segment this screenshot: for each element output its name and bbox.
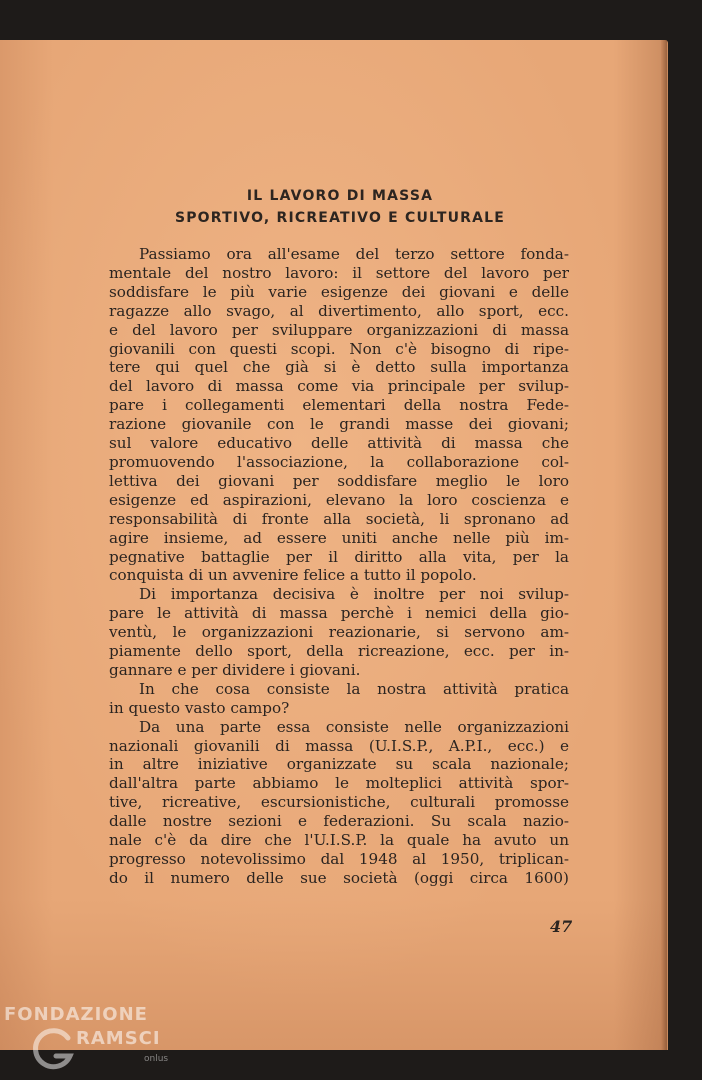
text-line: giovanili con questi scopi. Non c'è bisogno di ripe- — [109, 339, 569, 358]
text-line: pare le attività di massa perchè i nemici della gio- — [109, 604, 569, 623]
page-edge — [661, 40, 667, 1050]
text-line: mentale del nostro lavoro: il settore del lavoro per — [109, 263, 569, 282]
text-line: piamente dello sport, della ricreazione, ecc. per in- — [109, 642, 569, 661]
text-line: Da una parte essa consiste nelle organizzazioni — [139, 717, 569, 736]
text-line: soddisfare le più varie esigenze dei giovani e delle — [109, 282, 569, 301]
text-line: promuovendo l'associazione, la collaborazione col- — [109, 452, 569, 471]
text-line: progresso notevolissimo dal 1948 al 1950, triplican- — [109, 850, 569, 868]
watermark-line-1: FONDAZIONE — [4, 1004, 148, 1025]
text-line: Di importanza decisiva è inoltre per noi svilup- — [139, 585, 569, 604]
text-line: ragazze allo svago, al divertimento, allo sport, ecc. — [109, 301, 569, 320]
text-line: esigenze ed aspirazioni, elevano la loro coscienza e — [109, 490, 569, 509]
text-line: conquista di un avvenire felice a tutto il popolo. — [109, 566, 477, 585]
text-line: razione giovanile con le grandi masse dei giovani; — [109, 415, 569, 434]
text-line: responsabilità di fronte alla società, li spronano ad — [109, 509, 569, 528]
text-line: e del lavoro per sviluppare organizzazioni di massa — [109, 320, 569, 339]
text-line: pare i collegamenti elementari della nostra Fede- — [109, 396, 569, 415]
text-line: do il numero delle sue società (oggi circa 1600) — [109, 868, 569, 887]
watermark-suffix: onlus — [144, 1054, 169, 1064]
chapter-heading-line-2: SPORTIVO, RICREATIVO E CULTURALE — [174, 210, 506, 226]
book-page — [0, 40, 667, 1050]
text-line: tive, ricreative, escursionistiche, culturali promosse — [109, 793, 569, 812]
text-line: nale c'è da dire che l'U.I.S.P. la quale ha avuto un — [109, 831, 569, 850]
fondazione-gramsci-watermark — [4, 1004, 204, 1076]
page-number: 47 — [550, 917, 573, 936]
text-line: pegnative battaglie per il diritto alla vita, per la — [109, 547, 569, 566]
text-line: agire insieme, ad essere uniti anche nelle più im- — [109, 528, 569, 547]
text-line: dall'altra parte abbiamo le molteplici attività spor- — [109, 774, 569, 793]
chapter-heading-line-1: IL LAVORO DI MASSA — [246, 188, 434, 204]
text-line: nazionali giovanili di massa (U.I.S.P., A.P.I., ecc.) e — [109, 736, 569, 755]
body-text — [109, 245, 569, 888]
text-line: tere qui quel che già si è detto sulla importanza — [109, 358, 569, 377]
text-line: in questo vasto campo? — [109, 698, 290, 717]
text-line: del lavoro di massa come via principale per svilup- — [109, 377, 569, 396]
text-line: sul valore educativo delle attività di massa che — [109, 434, 569, 453]
text-line: in altre iniziative organizzate su scala nazionale; — [109, 755, 569, 774]
text-line: gannare e per dividere i giovani. — [109, 660, 361, 679]
text-line: lettiva dei giovani per soddisfare meglio le loro — [109, 471, 569, 490]
text-line: Passiamo ora all'esame del terzo settore fonda- — [139, 245, 569, 263]
gramsci-g-logo-icon — [28, 1026, 76, 1074]
text-line: ventù, le organizzazioni reazionarie, si servono am- — [109, 623, 569, 642]
watermark-line-2: RAMSCI — [76, 1028, 161, 1049]
text-line: In che cosa consiste la nostra attività pratica — [139, 679, 569, 698]
text-line: dalle nostre sezioni e federazioni. Su scala nazio- — [109, 812, 569, 831]
